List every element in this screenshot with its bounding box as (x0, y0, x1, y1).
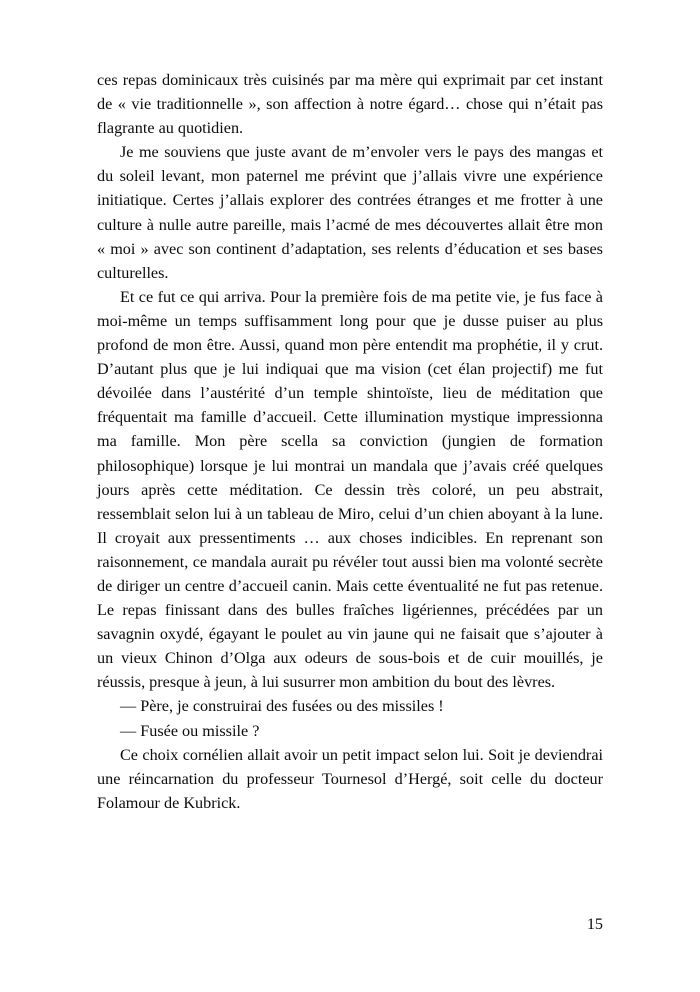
page-text-block (97, 68, 603, 815)
paragraph-mandala: Et ce fut ce qui arriva. Pour la première fois de ma petite vie, je fus face à moi-même un temps suffisamment long pour que je dusse puiser au plus profond de mon être. Aussi, quand mon père entendit ma prophétie, il y crut. D’autant plus que je lui indiquai que ma vision (cet élan projectif) me fut dévoilée dans l’austérité d’un temple shintoïste, lieu de méditation que fréquentait ma famille d’accueil. Cette illumination mystique impressionna ma famille. Mon père scella sa conviction (jungien de formation philosophique) lorsque je lui montrai un mandala que j’avais créé quelques jours après cette méditation. Ce dessin très coloré, un peu abstrait, ressemblait selon lui à un tableau de Miro, celui d’un chien aboyant à la lune. Il croyait aux pressentiments … aux choses indicibles. En reprenant son raisonnement, ce mandala aurait pu révéler tout aussi bien ma volonté secrète de diriger un centre d’accueil canin. Mais cette éventualité ne fut pas retenue. Le repas finissant dans des bulles fraîches ligériennes, précédées par un savagnin oxydé, égayant le poulet au vin jaune qui ne faisait que s’ajouter à un vieux Chinon d’Olga aux odeurs de sous-bois et de cuir mouillés, je réussis, presque à jeun, à lui susurrer mon ambition du bout des lèvres. (97, 287, 603, 692)
page-number: 15 (586, 915, 603, 933)
dialogue-line-fusee: — Fusée ou missile ? (120, 721, 260, 740)
paragraph-continuation: ces repas dominicaux très cuisinés par ma mère qui exprimait par cet instant de « vie traditionnelle », son affection à notre égard… chose qui n’était pas flagrante au quotidien. (97, 71, 603, 138)
paragraph-choix-cornelien: Ce choix cornélien allait avoir un petit impact selon lui. Soit je deviendrai une réincarnation du professeur Tournesol d’Hergé, soit celle du docteur Folamour de Kubrick. (97, 745, 603, 812)
dialogue-line-pere: — Père, je construirai des fusées ou des missiles ! (120, 697, 444, 716)
paragraph-souvenir: Je me souviens que juste avant de m’envoler vers le pays des mangas et du soleil levant, mon paternel me prévint que j’allais vivre une expérience initiatique. Certes j’allais explorer des contrées étranges et me frotter à une culture à nulle autre pareille, mais l’acmé de mes découvertes allait être mon « moi » avec son continent d’adaptation, ses relents d’éducation et ses bases culturelles. (97, 143, 603, 282)
